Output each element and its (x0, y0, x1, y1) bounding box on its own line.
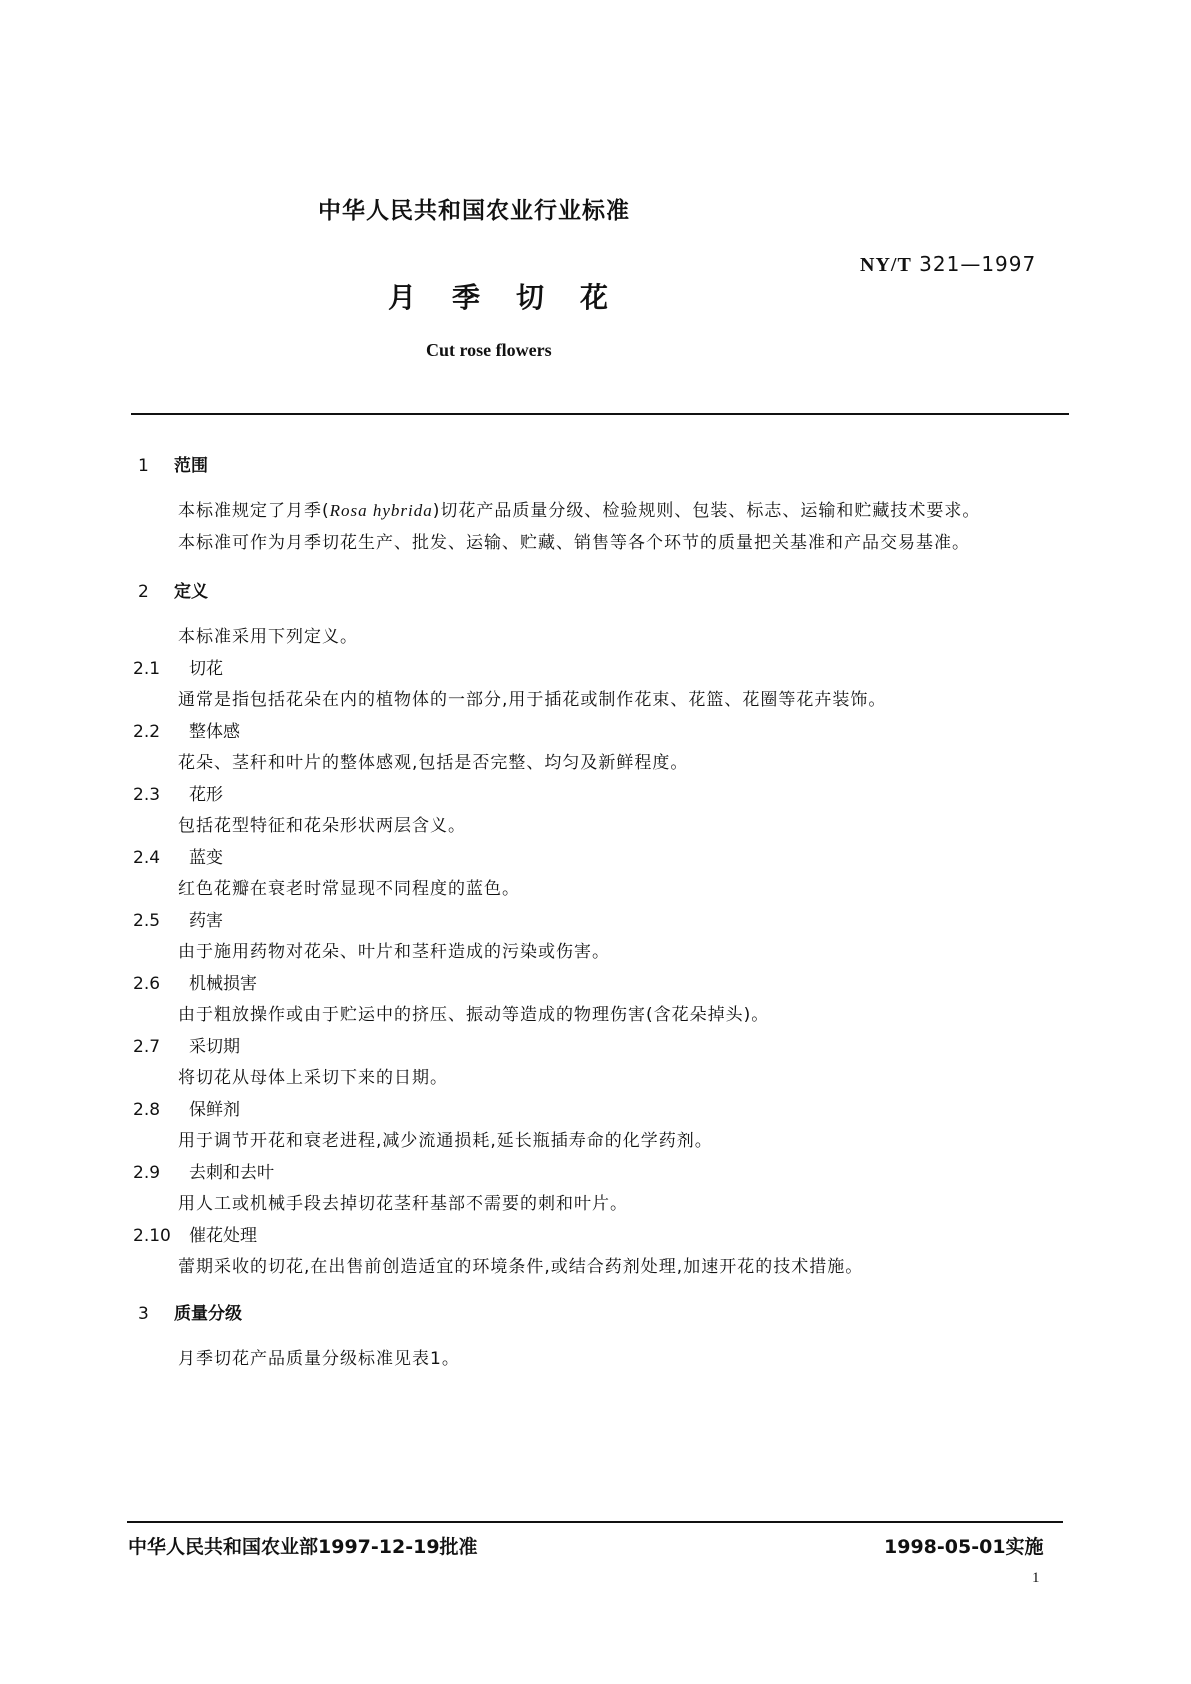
definition-term-2-10: 2.10 催花处理 (133, 1226, 257, 1246)
definition-text-2-9: 用人工或机械手段去掉切花茎秆基部不需要的刺和叶片。 (178, 1194, 628, 1214)
section-number: 3 (138, 1304, 149, 1324)
standard-body: 中华人民共和国农业行业标准 (318, 198, 630, 224)
footer-divider (127, 1521, 1063, 1523)
section-title: 范围 (174, 456, 208, 476)
definition-term-2-1: 2.1 切花 (133, 659, 223, 679)
section-title: 定义 (174, 582, 208, 602)
definition-term-2-2: 2.2 整体感 (133, 722, 240, 742)
definition-term-2-9: 2.9 去刺和去叶 (133, 1163, 274, 1183)
definition-term-2-8: 2.8 保鲜剂 (133, 1100, 240, 1120)
definition-term-2-6: 2.6 机械损害 (133, 974, 257, 994)
section-2-intro: 本标准采用下列定义。 (178, 627, 358, 647)
definition-text-2-10: 蕾期采收的切花,在出售前创造适宜的环境条件,或结合药剂处理,加速开花的技术措施。 (178, 1257, 864, 1277)
latin-name: Rosa hybrida (329, 501, 433, 520)
approval-line: 中华人民共和国农业部1997-12-19批准 (128, 1536, 478, 1558)
document-title: 月季切花 (388, 281, 645, 314)
definition-text-2-8: 用于调节开花和衰老进程,减少流通损耗,延长瓶插寿命的化学药剂。 (178, 1131, 713, 1151)
page-number: 1 (1032, 1570, 1040, 1586)
definition-text-2-7: 将切花从母体上采切下来的日期。 (178, 1068, 448, 1088)
header-divider (131, 413, 1069, 415)
standard-code (860, 252, 1036, 277)
section-title: 质量分级 (174, 1304, 242, 1324)
definition-term-2-7: 2.7 采切期 (133, 1037, 240, 1057)
standard-code-prefix: NY/T (860, 254, 912, 276)
section-1-paragraph-1: 本标准规定了月季(Rosa hybrida)切花产品质量分级、检验规则、包装、标志、运输和贮藏技术要求。 (178, 501, 981, 521)
effective-date: 1998-05-01实施 (884, 1536, 1044, 1558)
section-number: 2 (138, 582, 149, 602)
definition-term-2-4: 2.4 蓝变 (133, 848, 223, 868)
definition-term-2-3: 2.3 花形 (133, 785, 223, 805)
definition-text-2-5: 由于施用药物对花朵、叶片和茎秆造成的污染或伤害。 (178, 942, 610, 962)
definition-text-2-2: 花朵、茎秆和叶片的整体感观,包括是否完整、均匀及新鲜程度。 (178, 753, 689, 773)
definition-text-2-4: 红色花瓣在衰老时常显现不同程度的蓝色。 (178, 879, 520, 899)
definition-text-2-6: 由于粗放操作或由于贮运中的挤压、振动等造成的物理伤害(含花朵掉头)。 (178, 1005, 770, 1025)
section-1-heading (138, 451, 208, 476)
section-3-paragraph: 月季切花产品质量分级标准见表1。 (178, 1349, 460, 1369)
section-1-paragraph-2: 本标准可作为月季切花生产、批发、运输、贮藏、销售等各个环节的质量把关基准和产品交易基准。 (178, 533, 970, 553)
section-number: 1 (138, 456, 149, 476)
document-title-en: Cut rose flowers (426, 340, 552, 360)
standard-code-number: 321—1997 (919, 252, 1037, 276)
section-2-heading (138, 577, 208, 602)
definition-term-2-5: 2.5 药害 (133, 911, 223, 931)
section-3-heading (138, 1299, 242, 1324)
definition-text-2-3: 包括花型特征和花朵形状两层含义。 (178, 816, 466, 836)
definition-text-2-1: 通常是指包括花朵在内的植物体的一部分,用于插花或制作花束、花篮、花圈等花卉装饰。 (178, 690, 887, 710)
